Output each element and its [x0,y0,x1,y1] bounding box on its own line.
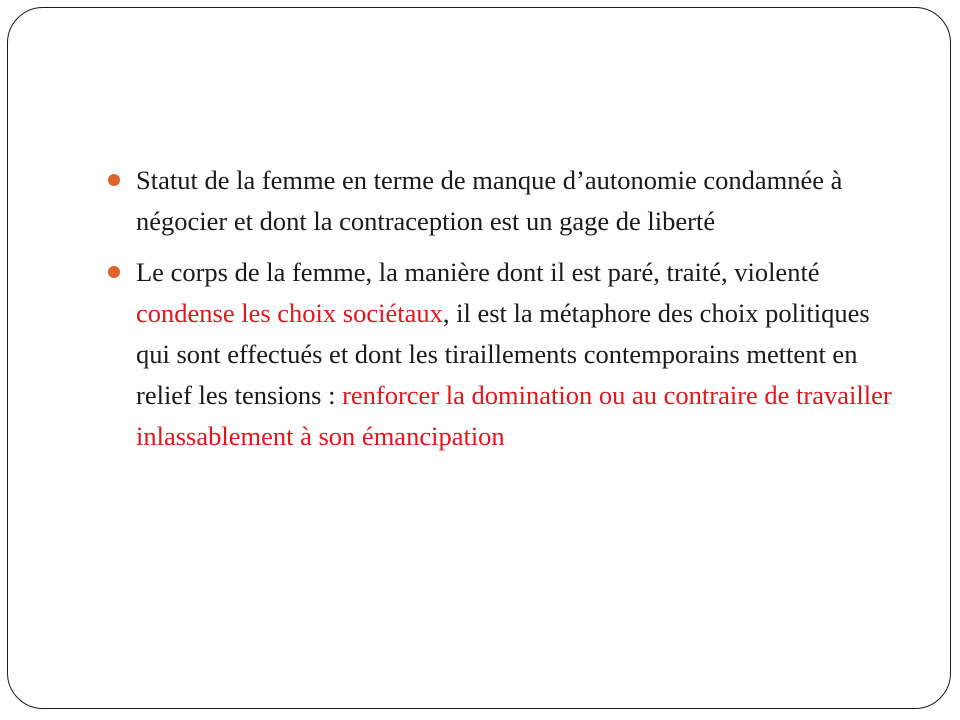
bullet-text: Statut de la femme en terme de manque d’autonomie condamnée à négocier et dont la contraception est un gage de liberté [136,165,843,236]
emphasis-text: renforcer la domination ou au contraire de travailler inlassablement à son émancipation [136,380,892,451]
bullet-list [106,160,906,457]
bullet-text: , il est la métaphore des choix politiques qui sont effectués et dont les tiraillements contemporains mettent en relief les tensions : [136,298,870,410]
emphasis-text: condense les choix sociétaux [136,298,443,328]
bullet-dot-icon [108,266,120,278]
bullet-dot-icon [108,174,120,186]
bullet-item [106,160,906,242]
bullet-text: Le corps de la femme, la manière dont il est paré, traité, violenté [136,257,820,287]
slide-content [106,160,906,467]
bullet-item [106,252,906,457]
